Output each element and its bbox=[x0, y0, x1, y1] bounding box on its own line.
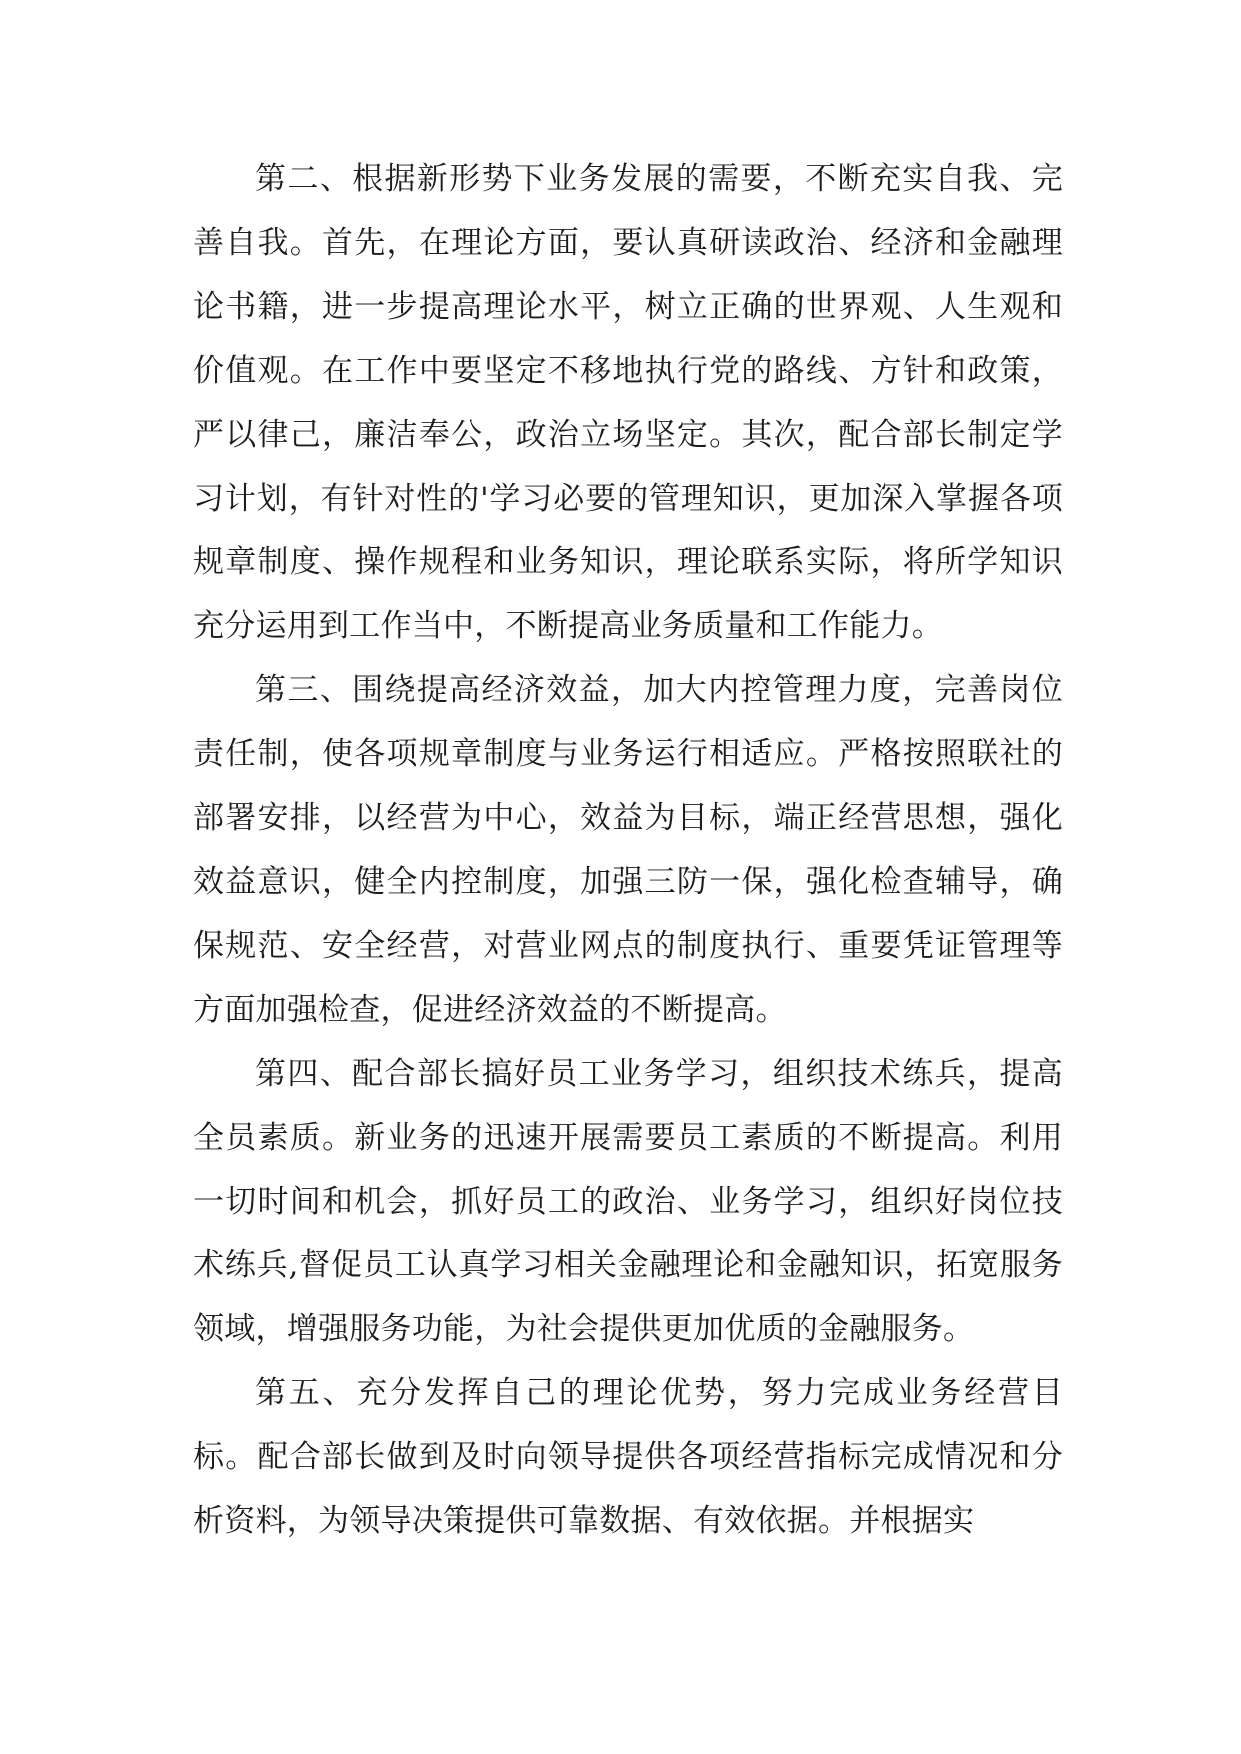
paragraph-fifth: 第五、充分发挥自己的理论优势，努力完成业务经营目标。配合部长做到及时向领导提供各项经营指标完成情况和分析资料，为领导决策提供可靠数据、有效依据。并根据实 bbox=[193, 1375, 1063, 1540]
paragraph-second: 第二、根据新形势下业务发展的需要，不断充实自我、完善自我。首先，在理论方面，要认真研读政治、经济和金融理论书籍，进一步提高理论水平，树立正确的世界观、人生观和价值观。在工作中要坚定不移地执行党的路线、方针和政策，严以律己，廉洁奉公，政治立场坚定。其次，配合部长制定学习计划，有针对性的'学习必要的管理知识，更加深入掌握各项规章制度、操作规程和业务知识，理论联系实际，将所学知识充分运用到工作当中，不断提高业务质量和工作能力。 bbox=[193, 161, 1063, 645]
body-text bbox=[193, 148, 1063, 1554]
paragraph-third: 第三、围绕提高经济效益，加大内控管理力度，完善岗位责任制，使各项规章制度与业务运行相适应。严格按照联社的部署安排，以经营为中心，效益为目标，端正经营思想，强化效益意识，健全内控制度，加强三防一保，强化检查辅导，确保规范、安全经营，对营业网点的制度执行、重要凭证管理等方面加强检查，促进经济效益的不断提高。 bbox=[193, 672, 1063, 1028]
paragraph-fourth: 第四、配合部长搞好员工业务学习，组织技术练兵，提高全员素质。新业务的迅速开展需要员工素质的不断提高。利用一切时间和机会，抓好员工的政治、业务学习，组织好岗位技术练兵,督促员工认真学习相关金融理论和金融知识，拓宽服务领域，增强服务功能，为社会提供更加优质的金融服务。 bbox=[193, 1055, 1063, 1348]
